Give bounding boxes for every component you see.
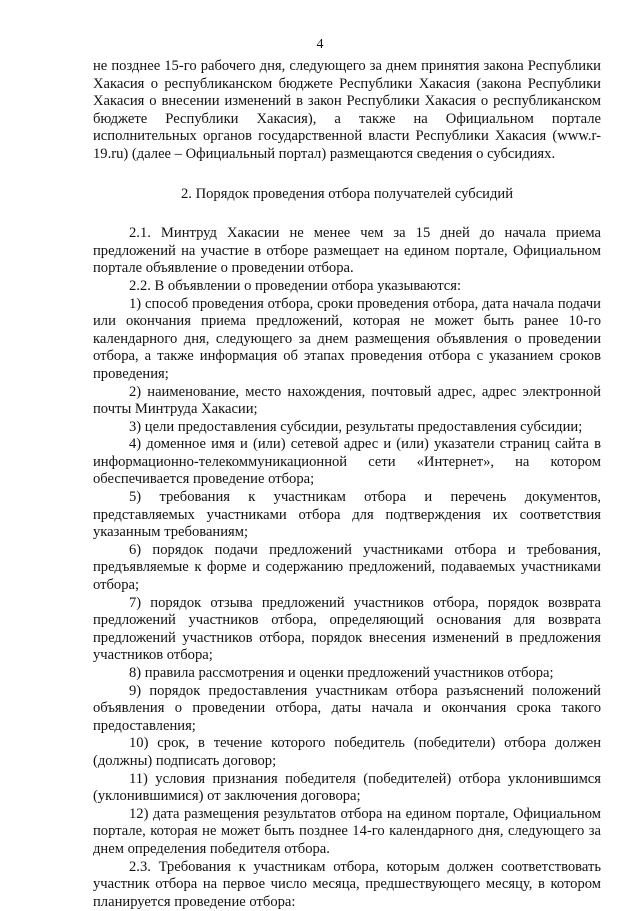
list-item-4: 4) доменное имя и (или) сетевой адрес и (или) указатели страниц сайта в информационно-телекоммуникационной сети «Интернет», на котором обеспечивается проведение отбора;: [93, 436, 601, 488]
intro-paragraph: не позднее 15-го рабочего дня, следующего за днем принятия закона Республики Хакасия о республиканском бюджете Республики Хакасия (закона Республики Хакасия о внесении изменений в закон Республики Хакасия о республиканском бюджете Республики Хакасия), а также на Официальном портале исполнительных органов государственной власти Республики Хакасия (www.r-19.ru) (далее – Официальный портал) размещаются сведения о субсидиях.: [93, 58, 601, 162]
document-body: [93, 58, 601, 911]
list-item-7: 7) порядок отзыва предложений участников отбора, порядок возврата предложений участников отбора, определяющий основания для возврата предложений участников отбора, порядок внесения изменений в предложения участников отбора;: [93, 594, 601, 664]
list-item-8: 8) правила рассмотрения и оценки предложений участников отбора;: [129, 665, 554, 681]
list-item-5: 5) требования к участникам отбора и перечень документов, представляемых участниками отбора для подтверждения их соответствия указанным требованиям;: [93, 489, 601, 541]
paragraph-2-1: 2.1. Минтруд Хакасии не менее чем за 15 дней до начала приема предложений на участие в отборе размещает на едином портале, Официальном портале объявление о проведении отбора.: [93, 225, 601, 277]
list-item-12: 12) дата размещения результатов отбора на едином портале, Официальном портале, которая не может быть позднее 14-го календарного дня, следующего за днем определения победителя отбора.: [93, 805, 601, 857]
list-item-2: 2) наименование, место нахождения, почтовый адрес, адрес электронной почты Минтруда Хакасии;: [93, 383, 601, 418]
list-item-9: 9) порядок предоставления участникам отбора разъяснений положений объявления о проведении отбора, даты начала и окончания срока такого предоставления;: [93, 682, 601, 734]
list-item-3: 3) цели предоставления субсидии, результаты предоставления субсидии;: [129, 418, 583, 435]
list-item-10: 10) срок, в течение которого победитель (победители) отбора должен (должны) подписать договор;: [93, 735, 601, 769]
paragraph-2-2: 2.2. В объявлении о проведении отбора указываются:: [129, 277, 462, 294]
list-item-1: 1) способ проведения отбора, сроки проведения отбора, дата начала подачи или окончания приема предложений, которая не может быть ранее 10-го календарного дня, следующего за днем размещения объявления о проведении отбора, а также информация об этапах проведения отбора с указанием сроков проведения;: [93, 295, 601, 382]
paragraph-2-3: 2.3. Требования к участникам отбора, которым должен соответствовать участник отбора на первое число месяца, предшествующего месяцу, в котором планируется проведение отбора:: [93, 858, 601, 910]
list-item-6: 6) порядок подачи предложений участниками отбора и требования, предъявляемые к форме и содержанию предложений, подаваемых участниками отбора;: [93, 541, 601, 594]
section-heading: 2. Порядок проведения отбора получателей субсидий: [180, 185, 514, 202]
list-item-11: 11) условия признания победителя (победителей) отбора уклонившимся (уклонившимися) от заключения договора;: [93, 770, 601, 805]
page-number: 4: [316, 37, 324, 52]
